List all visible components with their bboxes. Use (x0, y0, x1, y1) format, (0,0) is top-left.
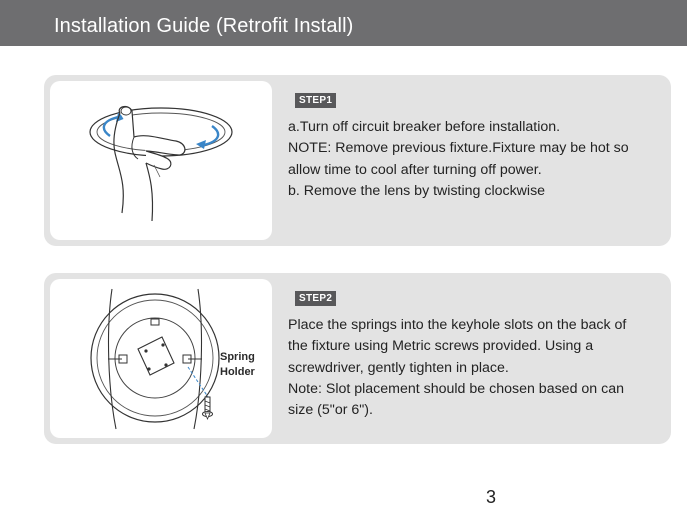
step-2-line: screwdriver, gently tighten in place. (288, 359, 509, 376)
callout-line: Spring (220, 351, 255, 363)
step-1-line: NOTE: Remove previous fixture.Fixture may be hot so (288, 140, 629, 157)
step-1-instructions (288, 117, 660, 202)
step-1-line: b. Remove the lens by twisting clockwise (288, 182, 546, 199)
step-1-badge: STEP1 (295, 93, 336, 108)
step-2-panel (44, 273, 671, 444)
step-2-line: size (5"or 6"). (288, 402, 373, 419)
step-2-badge: STEP2 (295, 291, 336, 306)
step-2-line: Place the springs into the keyhole slots on the back of (288, 317, 627, 333)
step-2-line: the fixture using Metric screws provided. Using a (288, 338, 594, 355)
page-title: Installation Guide (Retrofit Install) (54, 15, 354, 37)
step-1-line: a.Turn off circuit breaker before installation. (288, 119, 561, 135)
hand-twisting-lens-icon (50, 81, 272, 240)
callout-line: Holder (220, 366, 255, 378)
step-2-line: Note: Slot placement should be chosen based on can (288, 380, 624, 397)
step-2-illustration (50, 279, 272, 438)
step-1-line: allow time to cool after turning off power. (288, 161, 542, 178)
step-1-panel (44, 75, 671, 246)
spring-holder-callout (220, 350, 255, 380)
page-number: 3 (486, 487, 497, 507)
step-2-instructions (288, 315, 660, 421)
step-1-illustration (50, 81, 272, 240)
page-header (0, 0, 687, 46)
